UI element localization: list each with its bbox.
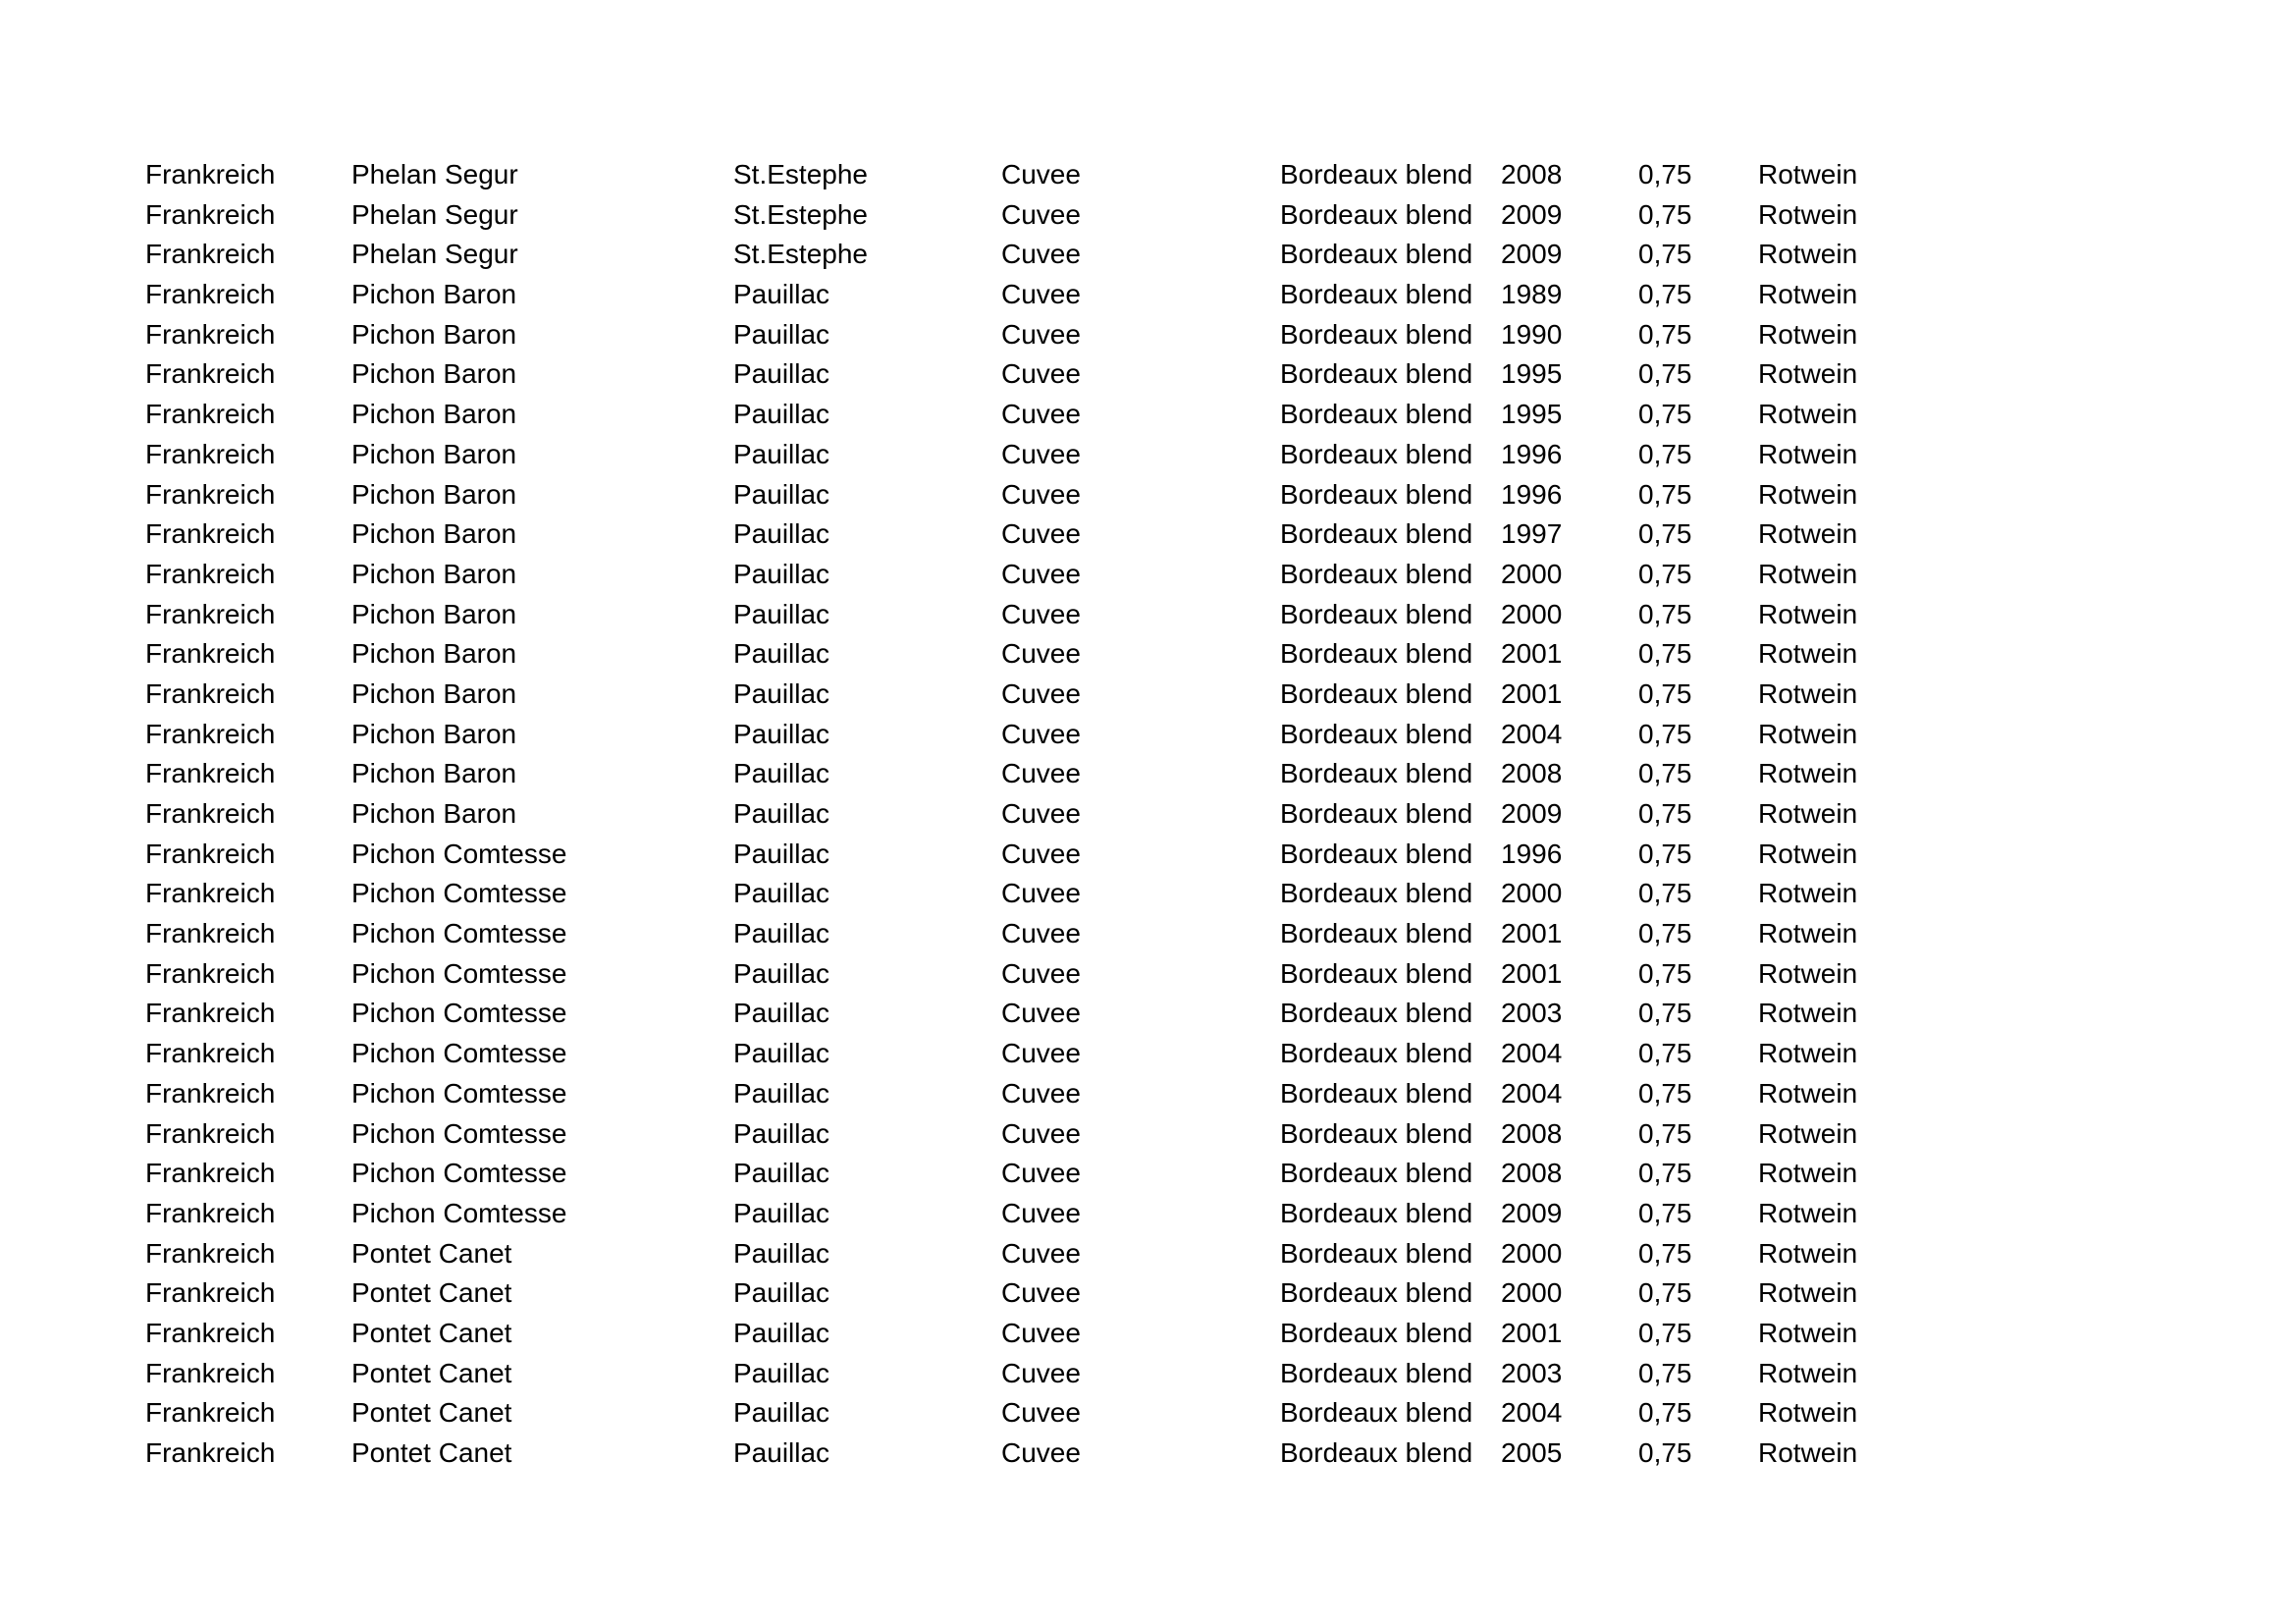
grape-cell: Bordeaux blend: [1280, 1317, 1473, 1348]
country-cell: Frankreich: [145, 198, 276, 230]
volume-cell: 0,75: [1638, 638, 1692, 670]
vintage-cell: 2001: [1501, 638, 1563, 670]
category-cell: Rotwein: [1758, 1197, 1858, 1228]
country-cell: Frankreich: [145, 1317, 276, 1348]
table-row: [145, 1314, 2010, 1354]
country-cell: Frankreich: [145, 1357, 276, 1388]
vintage-cell: 2000: [1501, 598, 1563, 629]
grape-cell: Bordeaux blend: [1280, 677, 1473, 709]
producer-cell: Pontet Canet: [351, 1237, 512, 1269]
vintage-cell: 2001: [1501, 1317, 1563, 1348]
type-cell: Cuvee: [1001, 1317, 1081, 1348]
type-cell: Cuvee: [1001, 1277, 1081, 1309]
category-cell: Rotwein: [1758, 998, 1858, 1029]
category-cell: Rotwein: [1758, 159, 1858, 189]
table-row: [145, 1393, 2010, 1434]
producer-cell: Pontet Canet: [351, 1437, 512, 1468]
vintage-cell: 2008: [1501, 1117, 1563, 1149]
volume-cell: 0,75: [1638, 758, 1692, 789]
appellation-cell: Pauillac: [733, 518, 830, 550]
vintage-cell: 1996: [1501, 438, 1563, 469]
volume-cell: 0,75: [1638, 198, 1692, 230]
grape-cell: Bordeaux blend: [1280, 1158, 1473, 1189]
volume-cell: 0,75: [1638, 478, 1692, 510]
table-row: [145, 155, 2010, 195]
grape-cell: Bordeaux blend: [1280, 1277, 1473, 1309]
grape-cell: Bordeaux blend: [1280, 279, 1473, 310]
volume-cell: 0,75: [1638, 1437, 1692, 1468]
appellation-cell: Pauillac: [733, 279, 830, 310]
grape-cell: Bordeaux blend: [1280, 438, 1473, 469]
producer-cell: Pontet Canet: [351, 1397, 512, 1429]
type-cell: Cuvee: [1001, 198, 1081, 230]
grape-cell: Bordeaux blend: [1280, 838, 1473, 869]
table-row: [145, 715, 2010, 755]
table-row: [145, 475, 2010, 515]
type-cell: Cuvee: [1001, 318, 1081, 350]
grape-cell: Bordeaux blend: [1280, 638, 1473, 670]
producer-cell: Pichon Comtesse: [351, 1158, 567, 1189]
grape-cell: Bordeaux blend: [1280, 1237, 1473, 1269]
country-cell: Frankreich: [145, 239, 276, 270]
vintage-cell: 2000: [1501, 558, 1563, 589]
table-row: [145, 354, 2010, 395]
vintage-cell: 2009: [1501, 198, 1563, 230]
grape-cell: Bordeaux blend: [1280, 718, 1473, 749]
vintage-cell: 2003: [1501, 998, 1563, 1029]
grape-cell: Bordeaux blend: [1280, 318, 1473, 350]
appellation-cell: St.Estephe: [733, 239, 868, 270]
table-row: [145, 514, 2010, 555]
producer-cell: Pichon Comtesse: [351, 998, 567, 1029]
volume-cell: 0,75: [1638, 438, 1692, 469]
table-row: [145, 595, 2010, 635]
country-cell: Frankreich: [145, 677, 276, 709]
volume-cell: 0,75: [1638, 399, 1692, 430]
producer-cell: Phelan Segur: [351, 239, 518, 270]
appellation-cell: Pauillac: [733, 1397, 830, 1429]
volume-cell: 0,75: [1638, 1277, 1692, 1309]
appellation-cell: Pauillac: [733, 918, 830, 949]
category-cell: Rotwein: [1758, 1277, 1858, 1309]
grape-cell: Bordeaux blend: [1280, 239, 1473, 270]
producer-cell: Pichon Baron: [351, 438, 517, 469]
vintage-cell: 2004: [1501, 1038, 1563, 1069]
category-cell: Rotwein: [1758, 918, 1858, 949]
producer-cell: Pichon Baron: [351, 318, 517, 350]
category-cell: Rotwein: [1758, 1237, 1858, 1269]
volume-cell: 0,75: [1638, 798, 1692, 829]
category-cell: Rotwein: [1758, 1038, 1858, 1069]
vintage-cell: 2004: [1501, 718, 1563, 749]
type-cell: Cuvee: [1001, 478, 1081, 510]
volume-cell: 0,75: [1638, 878, 1692, 909]
country-cell: Frankreich: [145, 1038, 276, 1069]
category-cell: Rotwein: [1758, 279, 1858, 310]
grape-cell: Bordeaux blend: [1280, 1077, 1473, 1109]
grape-cell: Bordeaux blend: [1280, 998, 1473, 1029]
category-cell: Rotwein: [1758, 1357, 1858, 1388]
appellation-cell: Pauillac: [733, 798, 830, 829]
volume-cell: 0,75: [1638, 159, 1692, 189]
type-cell: Cuvee: [1001, 279, 1081, 310]
grape-cell: Bordeaux blend: [1280, 358, 1473, 390]
producer-cell: Pichon Baron: [351, 518, 517, 550]
appellation-cell: Pauillac: [733, 1117, 830, 1149]
type-cell: Cuvee: [1001, 159, 1081, 189]
category-cell: Rotwein: [1758, 718, 1858, 749]
grape-cell: Bordeaux blend: [1280, 478, 1473, 510]
vintage-cell: 2008: [1501, 159, 1563, 189]
vintage-cell: 2000: [1501, 878, 1563, 909]
vintage-cell: 2008: [1501, 1158, 1563, 1189]
volume-cell: 0,75: [1638, 358, 1692, 390]
producer-cell: Phelan Segur: [351, 159, 518, 189]
country-cell: Frankreich: [145, 878, 276, 909]
appellation-cell: Pauillac: [733, 1237, 830, 1269]
category-cell: Rotwein: [1758, 957, 1858, 989]
appellation-cell: Pauillac: [733, 677, 830, 709]
table-row: [145, 555, 2010, 595]
producer-cell: Pichon Comtesse: [351, 838, 567, 869]
producer-cell: Pichon Comtesse: [351, 1197, 567, 1228]
category-cell: Rotwein: [1758, 1117, 1858, 1149]
table-row: [145, 954, 2010, 995]
appellation-cell: Pauillac: [733, 598, 830, 629]
vintage-cell: 2004: [1501, 1397, 1563, 1429]
type-cell: Cuvee: [1001, 998, 1081, 1029]
volume-cell: 0,75: [1638, 518, 1692, 550]
volume-cell: 0,75: [1638, 1038, 1692, 1069]
producer-cell: Pichon Baron: [351, 758, 517, 789]
category-cell: Rotwein: [1758, 677, 1858, 709]
appellation-cell: St.Estephe: [733, 159, 868, 189]
grape-cell: Bordeaux blend: [1280, 1038, 1473, 1069]
category-cell: Rotwein: [1758, 758, 1858, 789]
producer-cell: Pichon Baron: [351, 677, 517, 709]
producer-cell: Pontet Canet: [351, 1317, 512, 1348]
producer-cell: Pichon Comtesse: [351, 918, 567, 949]
grape-cell: Bordeaux blend: [1280, 399, 1473, 430]
producer-cell: Pichon Baron: [351, 558, 517, 589]
type-cell: Cuvee: [1001, 438, 1081, 469]
grape-cell: Bordeaux blend: [1280, 918, 1473, 949]
vintage-cell: 1995: [1501, 399, 1563, 430]
volume-cell: 0,75: [1638, 1397, 1692, 1429]
table-row: [145, 235, 2010, 275]
country-cell: Frankreich: [145, 718, 276, 749]
table-row: [145, 1234, 2010, 1274]
producer-cell: Pichon Baron: [351, 279, 517, 310]
grape-cell: Bordeaux blend: [1280, 798, 1473, 829]
volume-cell: 0,75: [1638, 1317, 1692, 1348]
type-cell: Cuvee: [1001, 677, 1081, 709]
appellation-cell: Pauillac: [733, 1437, 830, 1468]
country-cell: Frankreich: [145, 798, 276, 829]
country-cell: Frankreich: [145, 998, 276, 1029]
category-cell: Rotwein: [1758, 239, 1858, 270]
country-cell: Frankreich: [145, 318, 276, 350]
category-cell: Rotwein: [1758, 838, 1858, 869]
volume-cell: 0,75: [1638, 918, 1692, 949]
category-cell: Rotwein: [1758, 438, 1858, 469]
vintage-cell: 1996: [1501, 838, 1563, 869]
type-cell: Cuvee: [1001, 1397, 1081, 1429]
category-cell: Rotwein: [1758, 1397, 1858, 1429]
producer-cell: Pichon Baron: [351, 638, 517, 670]
type-cell: Cuvee: [1001, 358, 1081, 390]
appellation-cell: Pauillac: [733, 1038, 830, 1069]
country-cell: Frankreich: [145, 279, 276, 310]
grape-cell: Bordeaux blend: [1280, 598, 1473, 629]
type-cell: Cuvee: [1001, 798, 1081, 829]
category-cell: Rotwein: [1758, 198, 1858, 230]
volume-cell: 0,75: [1638, 1357, 1692, 1388]
vintage-cell: 2001: [1501, 918, 1563, 949]
vintage-cell: 1996: [1501, 478, 1563, 510]
vintage-cell: 2000: [1501, 1277, 1563, 1309]
country-cell: Frankreich: [145, 598, 276, 629]
type-cell: Cuvee: [1001, 1197, 1081, 1228]
table-row: [145, 914, 2010, 954]
producer-cell: Pichon Baron: [351, 798, 517, 829]
producer-cell: Phelan Segur: [351, 198, 518, 230]
volume-cell: 0,75: [1638, 239, 1692, 270]
type-cell: Cuvee: [1001, 918, 1081, 949]
appellation-cell: St.Estephe: [733, 198, 868, 230]
appellation-cell: Pauillac: [733, 998, 830, 1029]
producer-cell: Pichon Comtesse: [351, 957, 567, 989]
appellation-cell: Pauillac: [733, 838, 830, 869]
vintage-cell: 2001: [1501, 677, 1563, 709]
grape-cell: Bordeaux blend: [1280, 957, 1473, 989]
type-cell: Cuvee: [1001, 399, 1081, 430]
volume-cell: 0,75: [1638, 718, 1692, 749]
country-cell: Frankreich: [145, 558, 276, 589]
producer-cell: Pichon Comtesse: [351, 1038, 567, 1069]
vintage-cell: 2008: [1501, 758, 1563, 789]
table-row: [145, 1194, 2010, 1234]
volume-cell: 0,75: [1638, 318, 1692, 350]
country-cell: Frankreich: [145, 638, 276, 670]
type-cell: Cuvee: [1001, 1237, 1081, 1269]
country-cell: Frankreich: [145, 399, 276, 430]
appellation-cell: Pauillac: [733, 318, 830, 350]
category-cell: Rotwein: [1758, 1437, 1858, 1468]
table-row: [145, 994, 2010, 1034]
type-cell: Cuvee: [1001, 758, 1081, 789]
type-cell: Cuvee: [1001, 558, 1081, 589]
volume-cell: 0,75: [1638, 598, 1692, 629]
table-row: [145, 1273, 2010, 1314]
volume-cell: 0,75: [1638, 998, 1692, 1029]
volume-cell: 0,75: [1638, 279, 1692, 310]
appellation-cell: Pauillac: [733, 438, 830, 469]
category-cell: Rotwein: [1758, 1317, 1858, 1348]
appellation-cell: Pauillac: [733, 1357, 830, 1388]
type-cell: Cuvee: [1001, 718, 1081, 749]
type-cell: Cuvee: [1001, 1077, 1081, 1109]
country-cell: Frankreich: [145, 918, 276, 949]
producer-cell: Pichon Comtesse: [351, 1117, 567, 1149]
table-row: [145, 1114, 2010, 1155]
table-row: [145, 195, 2010, 236]
type-cell: Cuvee: [1001, 957, 1081, 989]
grape-cell: Bordeaux blend: [1280, 198, 1473, 230]
table-row: [145, 1034, 2010, 1074]
grape-cell: Bordeaux blend: [1280, 518, 1473, 550]
country-cell: Frankreich: [145, 1117, 276, 1149]
country-cell: Frankreich: [145, 838, 276, 869]
country-cell: Frankreich: [145, 1237, 276, 1269]
country-cell: Frankreich: [145, 159, 276, 189]
table-row: [145, 395, 2010, 435]
vintage-cell: 2003: [1501, 1357, 1563, 1388]
country-cell: Frankreich: [145, 1277, 276, 1309]
table-row: [145, 675, 2010, 715]
category-cell: Rotwein: [1758, 478, 1858, 510]
table-row: [145, 1154, 2010, 1194]
vintage-cell: 2004: [1501, 1077, 1563, 1109]
producer-cell: Pichon Baron: [351, 358, 517, 390]
volume-cell: 0,75: [1638, 1197, 1692, 1228]
country-cell: Frankreich: [145, 478, 276, 510]
category-cell: Rotwein: [1758, 798, 1858, 829]
producer-cell: Pontet Canet: [351, 1357, 512, 1388]
grape-cell: Bordeaux blend: [1280, 1197, 1473, 1228]
table-row: [145, 874, 2010, 914]
producer-cell: Pichon Comtesse: [351, 1077, 567, 1109]
vintage-cell: 1990: [1501, 318, 1563, 350]
vintage-cell: 1997: [1501, 518, 1563, 550]
type-cell: Cuvee: [1001, 1117, 1081, 1149]
vintage-cell: 2001: [1501, 957, 1563, 989]
appellation-cell: Pauillac: [733, 1317, 830, 1348]
vintage-cell: 2009: [1501, 798, 1563, 829]
vintage-cell: 2009: [1501, 1197, 1563, 1228]
volume-cell: 0,75: [1638, 1077, 1692, 1109]
table-row: [145, 275, 2010, 315]
country-cell: Frankreich: [145, 1397, 276, 1429]
appellation-cell: Pauillac: [733, 638, 830, 670]
category-cell: Rotwein: [1758, 1077, 1858, 1109]
producer-cell: Pontet Canet: [351, 1277, 512, 1309]
producer-cell: Pichon Comtesse: [351, 878, 567, 909]
appellation-cell: Pauillac: [733, 1197, 830, 1228]
type-cell: Cuvee: [1001, 1437, 1081, 1468]
type-cell: Cuvee: [1001, 638, 1081, 670]
volume-cell: 0,75: [1638, 558, 1692, 589]
country-cell: Frankreich: [145, 957, 276, 989]
category-cell: Rotwein: [1758, 878, 1858, 909]
country-cell: Frankreich: [145, 358, 276, 390]
type-cell: Cuvee: [1001, 1158, 1081, 1189]
grape-cell: Bordeaux blend: [1280, 159, 1473, 189]
country-cell: Frankreich: [145, 1158, 276, 1189]
category-cell: Rotwein: [1758, 598, 1858, 629]
type-cell: Cuvee: [1001, 239, 1081, 270]
producer-cell: Pichon Baron: [351, 718, 517, 749]
appellation-cell: Pauillac: [733, 358, 830, 390]
appellation-cell: Pauillac: [733, 1158, 830, 1189]
category-cell: Rotwein: [1758, 558, 1858, 589]
appellation-cell: Pauillac: [733, 718, 830, 749]
volume-cell: 0,75: [1638, 1237, 1692, 1269]
appellation-cell: Pauillac: [733, 399, 830, 430]
country-cell: Frankreich: [145, 1197, 276, 1228]
producer-cell: Pichon Baron: [351, 598, 517, 629]
volume-cell: 0,75: [1638, 838, 1692, 869]
category-cell: Rotwein: [1758, 1158, 1858, 1189]
grape-cell: Bordeaux blend: [1280, 558, 1473, 589]
volume-cell: 0,75: [1638, 677, 1692, 709]
table-row: [145, 754, 2010, 794]
type-cell: Cuvee: [1001, 598, 1081, 629]
country-cell: Frankreich: [145, 1077, 276, 1109]
vintage-cell: 2000: [1501, 1237, 1563, 1269]
grape-cell: Bordeaux blend: [1280, 1397, 1473, 1429]
type-cell: Cuvee: [1001, 518, 1081, 550]
appellation-cell: Pauillac: [733, 758, 830, 789]
grape-cell: Bordeaux blend: [1280, 878, 1473, 909]
country-cell: Frankreich: [145, 518, 276, 550]
type-cell: Cuvee: [1001, 1357, 1081, 1388]
category-cell: Rotwein: [1758, 399, 1858, 430]
grape-cell: Bordeaux blend: [1280, 758, 1473, 789]
appellation-cell: Pauillac: [733, 478, 830, 510]
volume-cell: 0,75: [1638, 1158, 1692, 1189]
appellation-cell: Pauillac: [733, 957, 830, 989]
table-row: [145, 1354, 2010, 1394]
vintage-cell: 2009: [1501, 239, 1563, 270]
appellation-cell: Pauillac: [733, 558, 830, 589]
country-cell: Frankreich: [145, 1437, 276, 1468]
table-row: [145, 634, 2010, 675]
category-cell: Rotwein: [1758, 638, 1858, 670]
producer-cell: Pichon Baron: [351, 399, 517, 430]
appellation-cell: Pauillac: [733, 878, 830, 909]
type-cell: Cuvee: [1001, 1038, 1081, 1069]
country-cell: Frankreich: [145, 758, 276, 789]
vintage-cell: 1989: [1501, 279, 1563, 310]
category-cell: Rotwein: [1758, 518, 1858, 550]
type-cell: Cuvee: [1001, 838, 1081, 869]
vintage-cell: 2005: [1501, 1437, 1563, 1468]
table-row: [145, 794, 2010, 835]
table-row: [145, 435, 2010, 475]
grape-cell: Bordeaux blend: [1280, 1357, 1473, 1388]
category-cell: Rotwein: [1758, 318, 1858, 350]
grape-cell: Bordeaux blend: [1280, 1437, 1473, 1468]
volume-cell: 0,75: [1638, 1117, 1692, 1149]
appellation-cell: Pauillac: [733, 1077, 830, 1109]
vintage-cell: 1995: [1501, 358, 1563, 390]
producer-cell: Pichon Baron: [351, 478, 517, 510]
category-cell: Rotwein: [1758, 358, 1858, 390]
table-row: [145, 1434, 2010, 1474]
wine-list-table: [145, 155, 2010, 1474]
table-row: [145, 1074, 2010, 1114]
table-row: [145, 315, 2010, 355]
type-cell: Cuvee: [1001, 878, 1081, 909]
country-cell: Frankreich: [145, 438, 276, 469]
table-row: [145, 835, 2010, 875]
volume-cell: 0,75: [1638, 957, 1692, 989]
grape-cell: Bordeaux blend: [1280, 1117, 1473, 1149]
appellation-cell: Pauillac: [733, 1277, 830, 1309]
